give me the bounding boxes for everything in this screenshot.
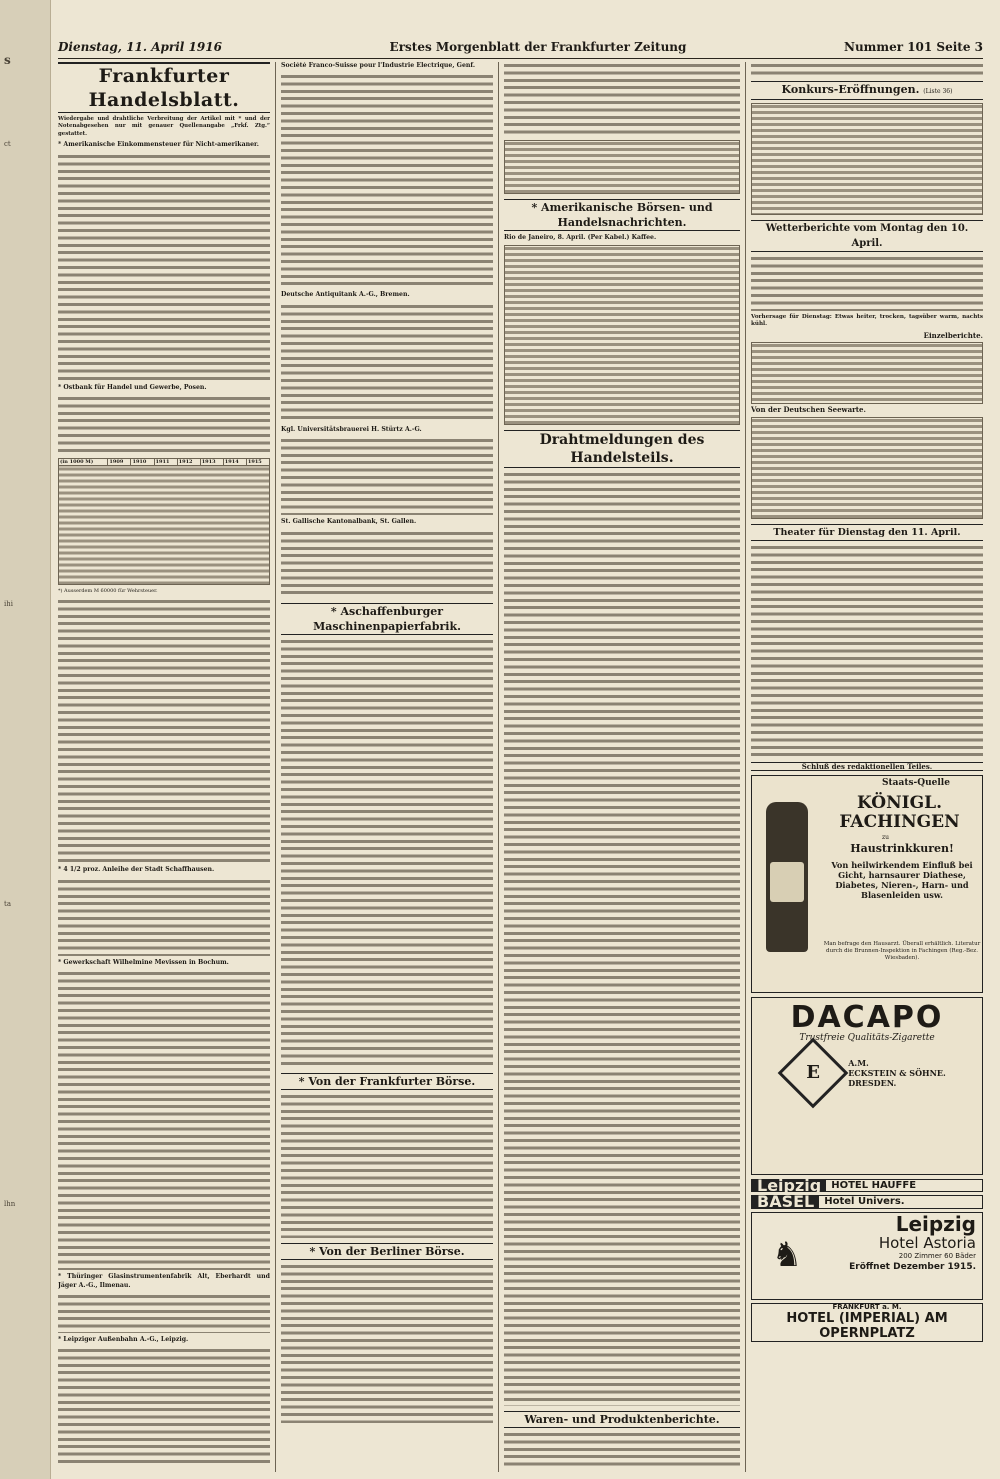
article-body-filler [281, 638, 493, 1068]
bottle-label [770, 862, 804, 902]
gutter-letter: ta [4, 900, 11, 908]
weather-subheading: Einzelberichte. [923, 330, 983, 340]
ad-hotel-name: HOTEL HAUFFE [831, 1180, 917, 1192]
ad-city: Leipzig [895, 1211, 976, 1236]
gutter-letter: s [4, 53, 11, 67]
ad-headline: Haustrinkkuren! [850, 842, 954, 856]
ad-opening: Eröffnet Dezember 1915. [849, 1261, 976, 1272]
paper-title: Erstes Morgenblatt der Frankfurter Zeitung [389, 40, 687, 54]
article-body-filler [58, 970, 270, 1270]
article-body-filler [58, 598, 270, 863]
section-heading: * Von der Berliner Börse. [281, 1243, 493, 1260]
ad-firm-line: ECKSTEIN & SÖHNE. [848, 1068, 946, 1079]
article-body-filler [281, 437, 493, 515]
article-body-filler [504, 471, 740, 1406]
column-4 [751, 62, 983, 1467]
ad-firm-line: A.M. [848, 1058, 869, 1069]
page-header [58, 40, 983, 59]
ad-city: Leipzig [752, 1180, 826, 1191]
ad-hotel-imperial [751, 1303, 983, 1342]
ad-firm-line: DRESDEN. [848, 1078, 897, 1089]
table-header: 1915 [246, 459, 269, 466]
ad-text: Von heilwirkendem Einfluß bei Gicht, harnsaurer Diathese, Diabetes, Nieren-, Harn- und Blasenleiden usw. [831, 860, 973, 901]
ad-brand: KÖNIGL. FACHINGEN [839, 793, 960, 833]
article-heading: * Leipziger Außenbahn A.-G., Leipzig. [58, 1336, 189, 1344]
ad-hotel-astoria [751, 1212, 983, 1300]
ad-sub: Trustfreie Qualitäts-Zigarette [799, 1033, 935, 1044]
column-rule [275, 62, 276, 1472]
section-heading: * Von der Frankfurter Börse. [281, 1073, 493, 1090]
section-heading: Drahtmeldungen des Handelsteils. [504, 430, 740, 468]
ad-smallprint: Man befrage den Hausarzt. Überall erhältlich. Literatur durch die Brunnen-Inspektion in Fachingen (Reg.-Bez. Wiesbaden). [823, 941, 981, 962]
table-footnote: *) Ausserdem M 60000 für Wehrsteuer. [58, 588, 158, 595]
section-heading: Waren- und Produktenberichte. [504, 1411, 740, 1428]
page-number: Nummer 101 Seite 3 [843, 40, 983, 54]
section-heading: Wetterberichte vom Montag den 10. April. [751, 220, 983, 252]
section-heading: Theater für Dienstag den 11. April. [751, 524, 983, 541]
gutter-letter: ct [4, 140, 11, 148]
lion-emblem-icon: ♞ [771, 1235, 803, 1276]
ad-hotel-name: Hotel Univers. [824, 1196, 905, 1208]
seewarte-table [751, 417, 983, 519]
ad-hotel-hauffe [751, 1176, 983, 1196]
eckstein-emblem-icon: E [778, 1038, 849, 1109]
article-body-filler [751, 62, 983, 76]
coffee-market-table [504, 245, 740, 425]
article-body-filler [58, 878, 270, 956]
column-3 [504, 62, 740, 1467]
table-header: 1914 [223, 459, 246, 466]
article-body-filler [751, 544, 983, 759]
article-body-filler [504, 1431, 740, 1467]
table-header: 1912 [177, 459, 200, 466]
weather-table [751, 342, 983, 404]
article-body-filler [281, 1093, 493, 1238]
table-header: (in 1000 M) [59, 459, 108, 466]
section-heading: * Aschaffenburger Maschinenpapierfabrik. [281, 603, 493, 635]
ad-dacapo [751, 997, 983, 1175]
article-heading: St. Gallische Kantonalbank, St. Gallen. [281, 518, 417, 526]
ad-city: BASEL [752, 1196, 819, 1207]
table-header: 1911 [154, 459, 177, 466]
reprint-notice: Wiedergabe und drahtliche Verbreitung der Artikel mit * und der Notenabgesehen nur mit genauer Quellenangabe „Frkf. Ztg.“ gestattet. [58, 116, 270, 137]
article-heading: * Ostbank für Handel und Gewerbe, Posen. [58, 383, 207, 391]
article-body-filler [281, 303, 493, 423]
article-heading: * Gewerkschaft Wilhelmine Mevissen in Bochum. [58, 958, 229, 966]
weather-forecast: Vorhersage für Dienstag: Etwas heiter, trocken, tagsüber warm, nachts kühl. [751, 314, 983, 328]
gutter-letter: ihi [4, 600, 13, 608]
ad-rooms: 200 Zimmer 60 Bäder [898, 1251, 976, 1260]
article-body-filler [58, 1347, 270, 1467]
article-heading: Deutsche Antiquitank A.-G., Bremen. [281, 291, 410, 299]
weather-subheading: Von der Deutschen Seewarte. [751, 405, 866, 415]
ad-staats-quelle: Staats-Quelle [882, 778, 950, 789]
column-1 [58, 62, 270, 1467]
ad-hotel-univers [751, 1192, 983, 1212]
gutter-letter: lhn [4, 1200, 16, 1208]
article-body-filler [281, 73, 493, 288]
table-body-filler [59, 466, 270, 585]
bankruptcy-table [751, 103, 983, 215]
ad-brand: DACAPO [790, 1000, 944, 1036]
article-body-filler [751, 255, 983, 311]
ad-fachingen [751, 775, 983, 993]
section-title: Konkurs-Eröffnungen. [781, 83, 920, 96]
ad-city: FRANKFURT a. M. [832, 1302, 902, 1311]
section-title: Frankfurter Handelsblatt. [58, 62, 270, 113]
article-body-filler [58, 1293, 270, 1333]
table-header: 1909 [108, 459, 131, 466]
ad-sub: zu [882, 834, 890, 842]
article-body-filler [281, 530, 493, 598]
table-header: 1910 [131, 459, 154, 466]
article-heading: * Thüringer Glasinstrumentenfabrik Alt, Eberhardt und Jäger A.-G., Ilmenau. [58, 1273, 270, 1289]
article-heading: * Amerikanische Einkommensteuer für Nicht-amerikaner. [58, 141, 259, 149]
section-subtitle: (Liste 36) [923, 88, 953, 95]
bottle-illustration [766, 802, 808, 952]
article-heading: Kgl. Universitätsbrauerei H. Stürtz A.-G. [281, 425, 422, 433]
column-2 [281, 62, 493, 1467]
column-rule [498, 62, 499, 1472]
article-body-filler [504, 62, 740, 137]
article-body-filler [281, 1263, 493, 1423]
article-body-filler [58, 395, 270, 455]
article-heading: * 4 1/2 proz. Anleihe der Stadt Schaffhausen. [58, 866, 215, 874]
exchange-rates-table [504, 140, 740, 194]
ad-hotel-name: HOTEL (IMPERIAL) AM OPERNPLATZ [786, 1311, 948, 1342]
bank-statistics-table [58, 458, 270, 585]
table-header: 1913 [200, 459, 223, 466]
column-rule [745, 62, 746, 1472]
adjacent-page-edge [0, 0, 51, 1479]
article-body-filler [58, 153, 270, 381]
section-heading [751, 81, 983, 100]
section-heading: * Amerikanische Börsen- und Handelsnachrichten. [504, 199, 740, 231]
issue-date: Dienstag, 11. April 1916 [58, 40, 222, 54]
article-heading: Rio de Janeiro, 8. April. (Per Kabel.) Kaffee. [504, 234, 657, 241]
editorial-end-notice: Schluß des redaktionellen Teiles. [751, 762, 983, 771]
article-heading: Société Franco-Suisse pour l'Industrie Electrique, Genf. [281, 62, 475, 69]
ad-hotel-name: Hotel Astoria [878, 1233, 976, 1252]
